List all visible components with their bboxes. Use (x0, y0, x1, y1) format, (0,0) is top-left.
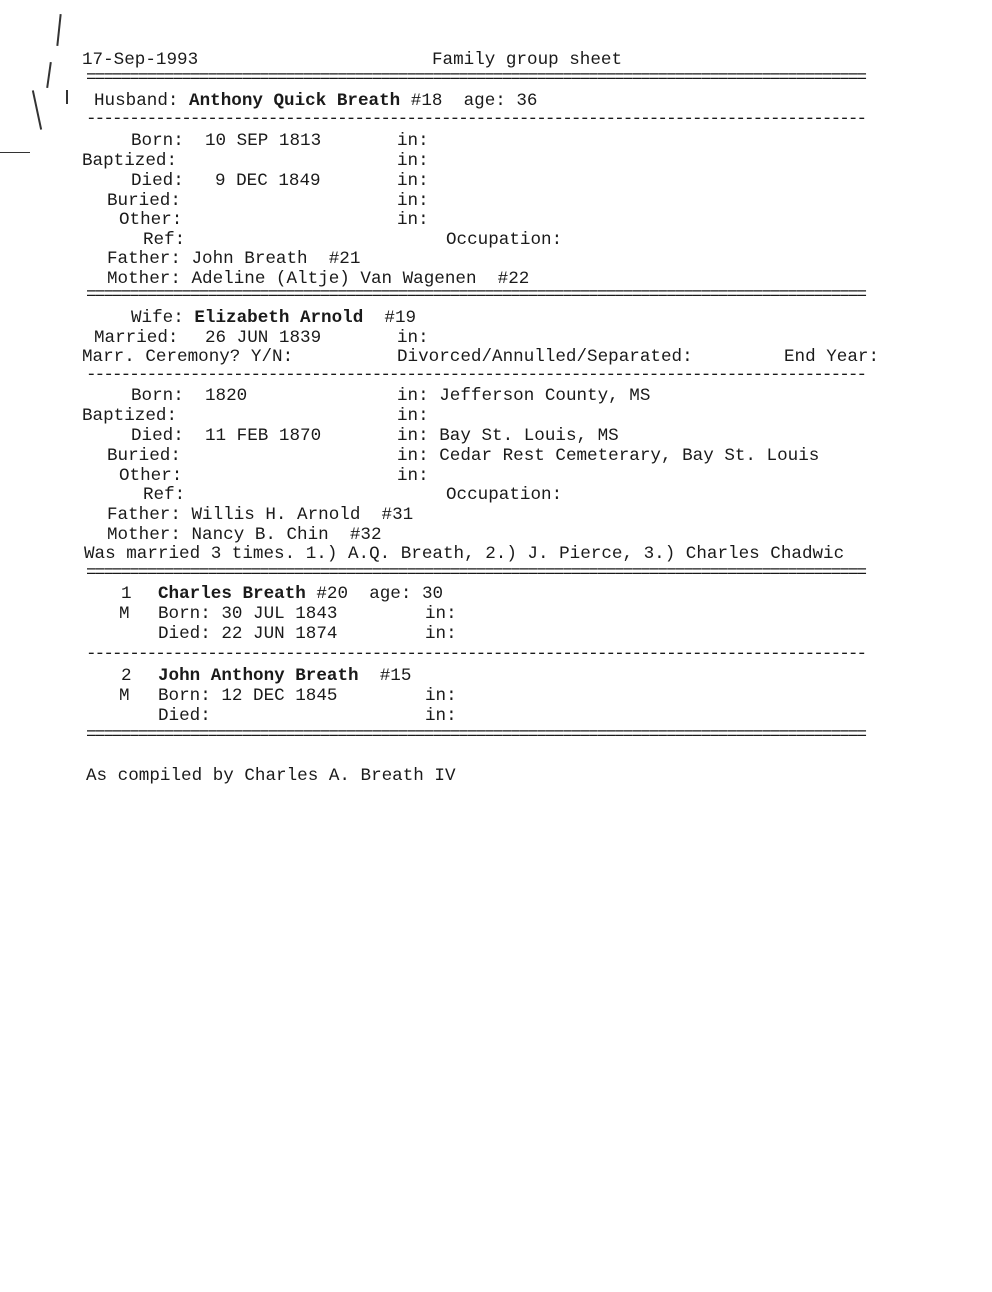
husband-died-date: 9 DEC 1849 (215, 171, 321, 191)
child-2-line (158, 666, 411, 686)
in-label: in: (397, 406, 429, 426)
mother-id: #22 (497, 269, 530, 289)
print-date: 17-Sep-1993 (82, 50, 199, 70)
husband-born-label: Born: (131, 131, 184, 151)
husband-baptized-label: Baptized: (82, 151, 178, 171)
died-place: Bay St. Louis, MS (439, 426, 619, 446)
father-id: #21 (328, 249, 361, 269)
child-name: Charles Breath (158, 584, 306, 604)
mother-label: Mother: (107, 269, 181, 289)
husband-ref-label: Ref: (143, 230, 186, 250)
single-rule: ------------------------------------------------------------------------------------------ (86, 112, 866, 126)
in-label: in: (397, 466, 429, 486)
wife-ref-label: Ref: (143, 485, 186, 505)
mother-label: Mother: (107, 525, 181, 545)
father-label: Father: (107, 249, 181, 269)
wife-note: Was married 3 times. 1.) A.Q. Breath, 2.) J. Pierce, 3.) Charles Chadwic (84, 544, 845, 564)
divorced-label: Divorced/Annulled/Separated: (397, 347, 693, 367)
wife-born-label: Born: (131, 386, 184, 406)
child-2-sex: M (119, 686, 130, 706)
double-rule: ========================================================================================== (86, 288, 866, 302)
in-label: in: (425, 706, 457, 726)
wife-other-label: Other: (119, 466, 183, 486)
margin-pencil-mark (0, 152, 30, 153)
in-label: in: (397, 151, 429, 171)
father-name: John Breath (191, 249, 308, 269)
compiled-by: As compiled by Charles A. Breath IV (86, 766, 456, 786)
mother-id: #32 (349, 525, 382, 545)
mother-name: Nancy B. Chin (191, 525, 329, 545)
buried-place: Cedar Rest Cemeterary, Bay St. Louis (439, 446, 820, 466)
wife-name: Elizabeth Arnold (194, 308, 364, 328)
husband-mother (107, 269, 529, 289)
husband-buried-label: Buried: (107, 191, 181, 211)
child-2-number: 2 (121, 666, 132, 686)
father-name: Willis H. Arnold (191, 505, 361, 525)
page-title: Family group sheet (432, 50, 623, 70)
ceremony-label: Marr. Ceremony? Y/N: (82, 347, 294, 367)
husband-label: Husband: (94, 91, 179, 111)
double-rule: ========================================================================================== (86, 566, 866, 580)
wife-died-place (397, 426, 619, 446)
in-label: in: (397, 210, 429, 230)
father-id: #31 (381, 505, 414, 525)
single-rule: ------------------------------------------------------------------------------------------ (86, 368, 866, 382)
child-age: 30 (421, 584, 444, 604)
in-label: in: (425, 624, 457, 644)
child-2-died: Died: (158, 706, 211, 726)
in-label: in: (397, 328, 429, 348)
wife-baptized-label: Baptized: (82, 406, 178, 426)
wife-born-place (397, 386, 650, 406)
child-2-born: Born: 12 DEC 1845 (158, 686, 338, 706)
in-label: in: (397, 386, 429, 406)
wife-buried-label: Buried: (107, 446, 181, 466)
margin-pencil-mark (32, 90, 42, 130)
in-label: in: (397, 171, 429, 191)
born-place: Jefferson County, MS (439, 386, 651, 406)
in-label: in: (425, 604, 457, 624)
husband-other-label: Other: (119, 210, 183, 230)
wife-died-label: Died: (131, 426, 184, 446)
husband-died-label: Died: (131, 171, 184, 191)
wife-mother (107, 525, 382, 545)
wife-label: Wife: (131, 308, 184, 328)
child-id: #15 (379, 666, 412, 686)
end-year-label: End Year: (784, 347, 880, 367)
in-label: in: (397, 446, 429, 466)
husband-age: 36 (516, 91, 538, 111)
father-label: Father: (107, 505, 181, 525)
child-name: John Anthony Breath (158, 666, 359, 686)
wife-buried-place (397, 446, 819, 466)
single-rule: ------------------------------------------------------------------------------------------ (86, 647, 866, 661)
child-1-line (158, 584, 443, 604)
wife-line (131, 308, 416, 328)
husband-id: #18 (410, 91, 443, 111)
husband-occupation-label: Occupation: (446, 230, 563, 250)
margin-pencil-mark (46, 62, 52, 88)
child-1-sex: M (119, 604, 130, 624)
in-label: in: (425, 686, 457, 706)
double-rule: ========================================================================================== (86, 728, 866, 742)
child-1-number: 1 (121, 584, 132, 604)
husband-father (107, 249, 360, 269)
double-rule: ========================================================================================== (86, 71, 866, 85)
husband-age-label: age: (463, 91, 506, 111)
child-id: #20 (316, 584, 349, 604)
wife-died-date: 11 FEB 1870 (205, 426, 322, 446)
child-age-label: age: (369, 584, 412, 604)
margin-pencil-mark (56, 14, 61, 46)
child-1-died: Died: 22 JUN 1874 (158, 624, 338, 644)
married-date: 26 JUN 1839 (205, 328, 322, 348)
wife-born-date: 1820 (205, 386, 248, 406)
child-1-born: Born: 30 JUL 1843 (158, 604, 338, 624)
married-label: Married: (94, 328, 179, 348)
in-label: in: (397, 191, 429, 211)
wife-id: #19 (384, 308, 417, 328)
wife-occupation-label: Occupation: (446, 485, 563, 505)
husband-line (94, 91, 538, 111)
in-label: in: (397, 426, 429, 446)
in-label: in: (397, 131, 429, 151)
husband-name: Anthony Quick Breath (189, 91, 401, 111)
mother-name: Adeline (Altje) Van Wagenen (191, 269, 477, 289)
wife-father (107, 505, 413, 525)
husband-born-date: 10 SEP 1813 (205, 131, 322, 151)
margin-pencil-mark (66, 90, 68, 104)
